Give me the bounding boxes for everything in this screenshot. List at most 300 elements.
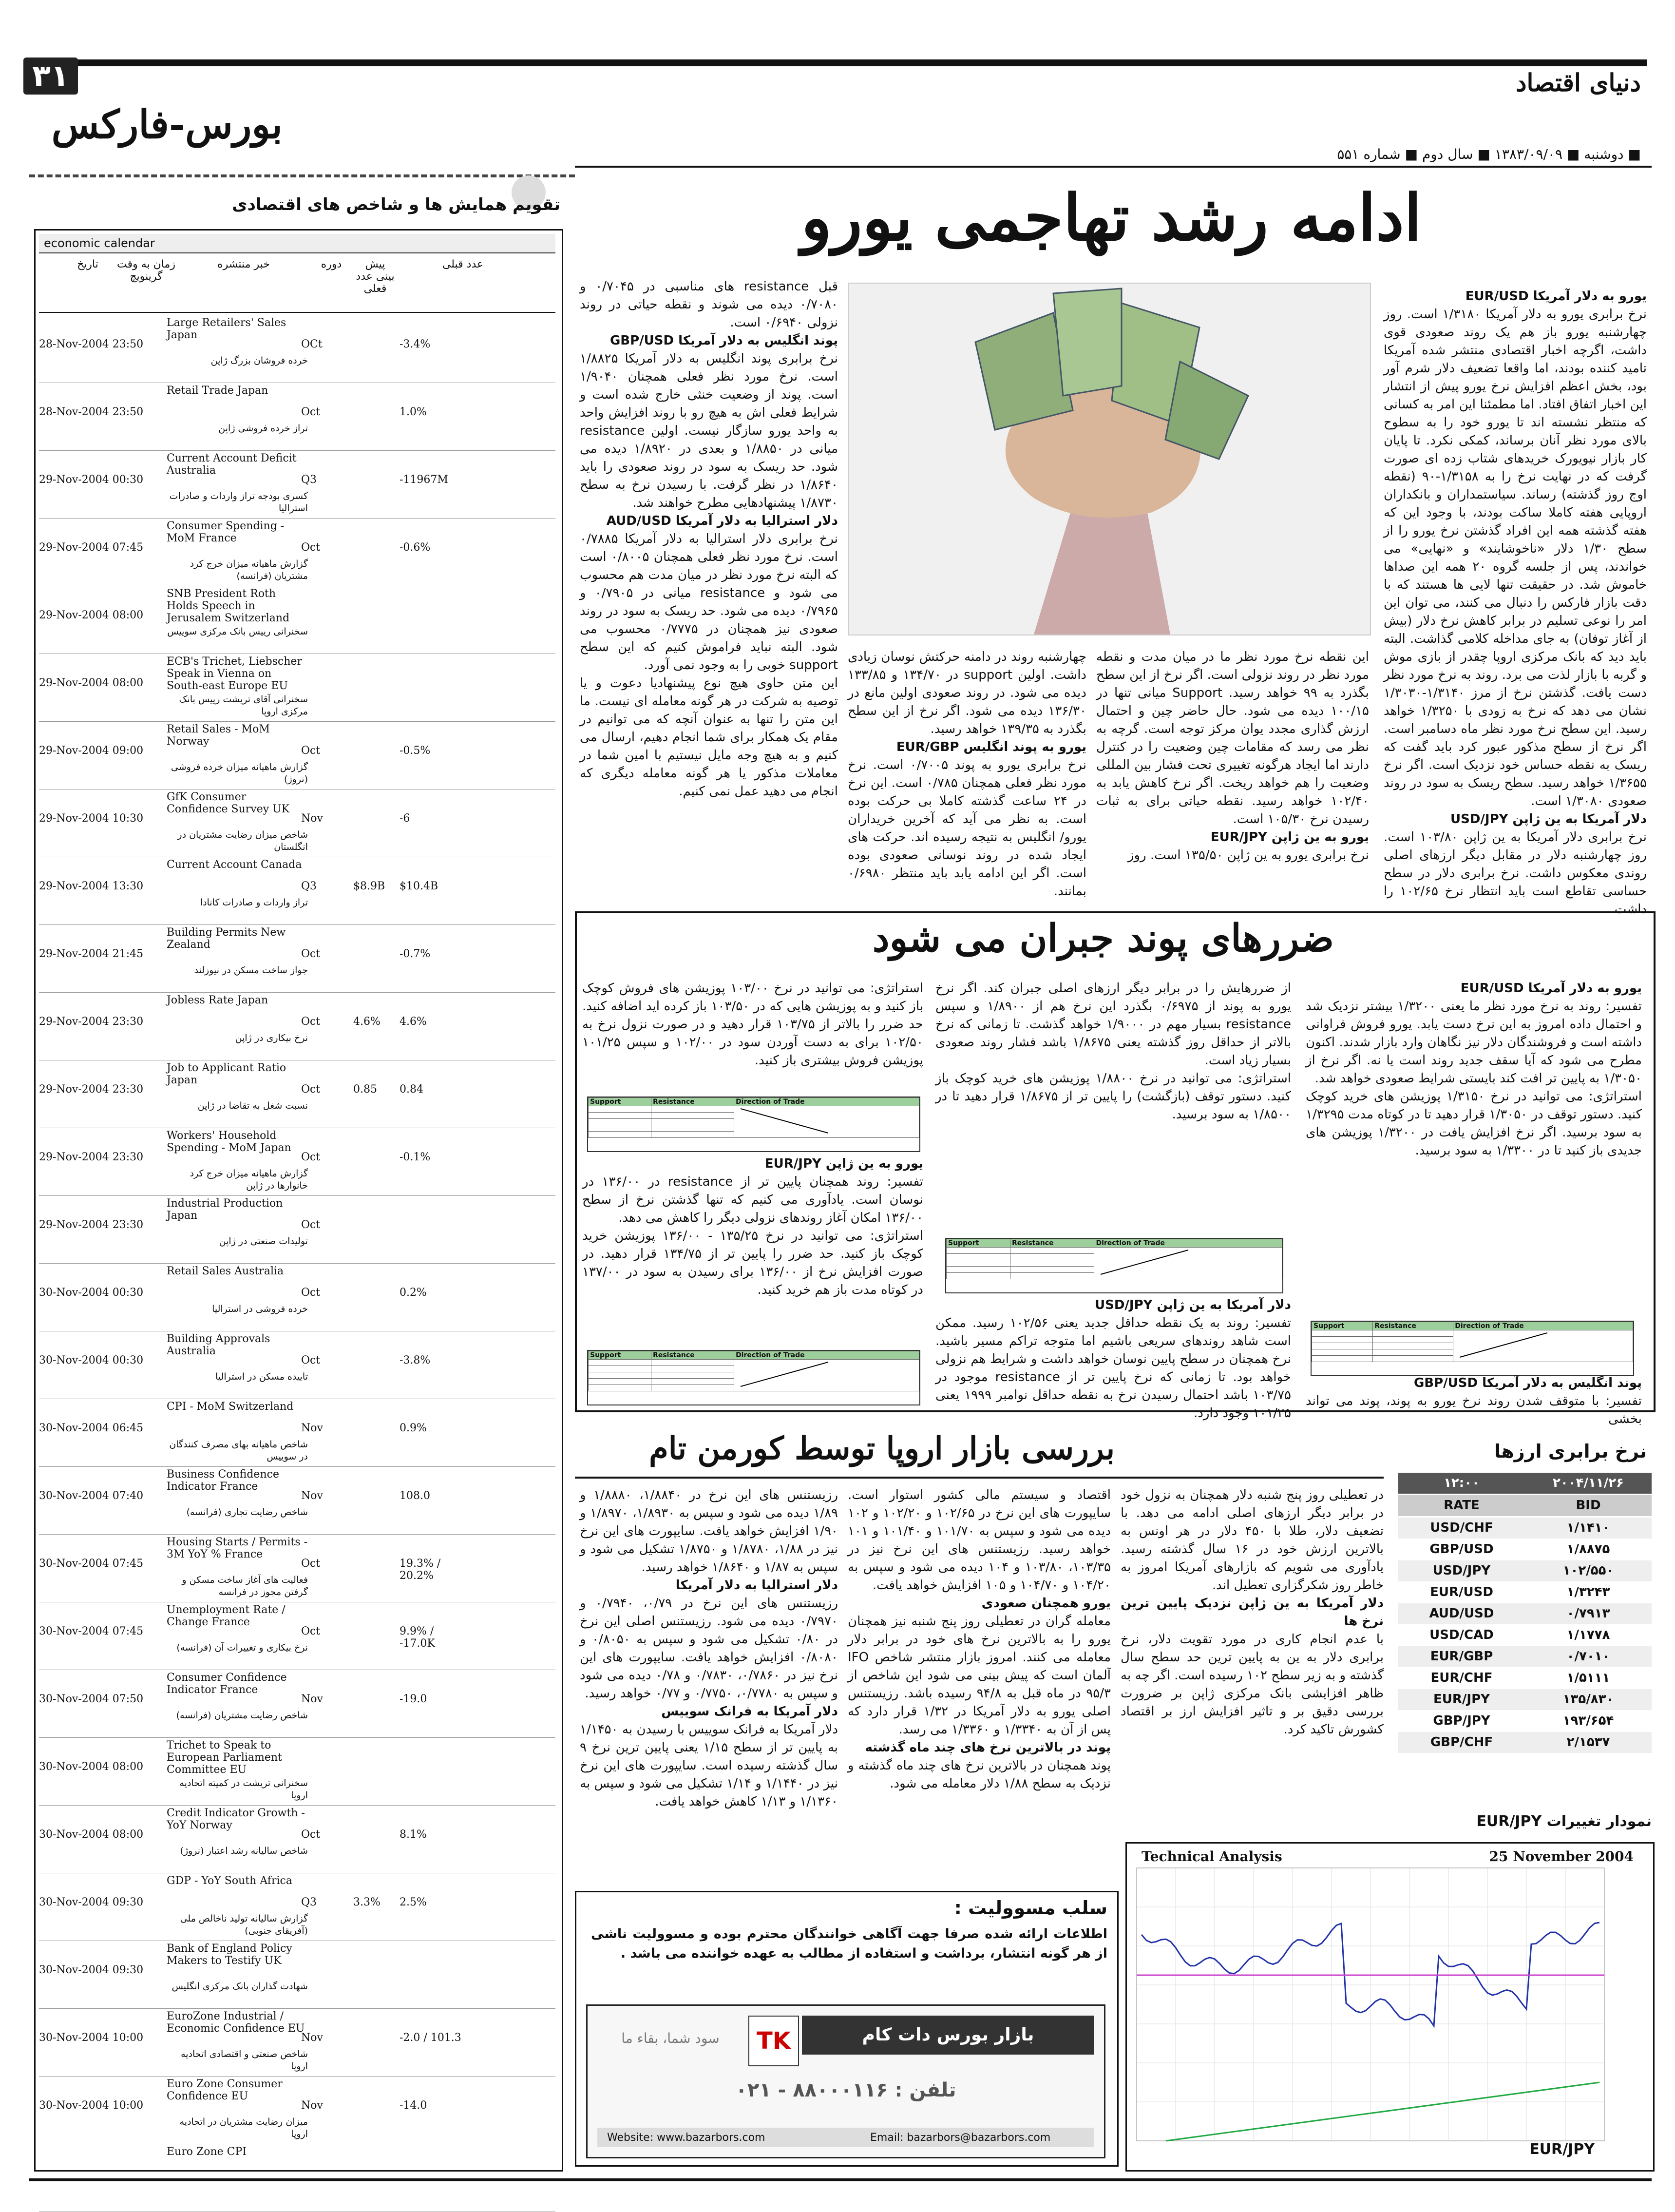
calendar-news-fa: گزارش سالیانه تولید ناخالص ملی (آفریقای جنوبی) (180, 1913, 308, 1936)
europe-rule (575, 1477, 1384, 1479)
calendar-news-fa: نرخ بیکاری و تغییرات آن (فرانسه) (176, 1642, 308, 1653)
rate-bid: ۲/۱۵۳۷ (1566, 1735, 1610, 1750)
rate-bid: ۱/۱۷۷۸ (1566, 1628, 1610, 1642)
calendar-news-fa: شاخص میزان رضایت مشتریان در انگلستان (177, 829, 308, 852)
calendar-period: Oct (301, 745, 321, 757)
europe-c3-title-2: دلار آمریکا به فرانک سوییس (661, 1704, 838, 1719)
rate-row (1398, 1539, 1652, 1560)
calendar-prev: 1.0% (400, 406, 427, 418)
calendar-date: 29-Nov-2004 23:30 (39, 1016, 144, 1028)
disclaimer-text: اطلاعات ارائه شده صرفا جهت آگاهی خوانندگان محترم بوده و مسوولیت ناشی از هر گونه انتشار، برداشت و استفاده از مطالب به عهده خواننده می باشد . (591, 1926, 1107, 1961)
calendar-prev: 2.5% (400, 1896, 427, 1908)
masthead-bar (29, 59, 1647, 66)
col-news: خبر منتشره (217, 258, 270, 270)
eurjpy-chart (1125, 1842, 1655, 2172)
pound-c2-text2: تفسیر: روند به یک نقطه حداقل جدید یعنی ۱۰۲/۵۶ رسید. ممکن است شاهد روندهای سریعی باشیم اما متوجه تراکم مسیر باشید. نرخ همچنان در سطح پایین نوسان خواهد داشت و شرایط هم نزولی خواهد بود. تا زمانی که نرخ پایین تر از resistance موجود در ۱۰۳/۷۵ باشد احتمال رسیدن نرخ به نقطه حداقل نوامبر ۱۹۹۹ یعنی ۱۰۱/۲۵ وجود دارد. (935, 1316, 1292, 1421)
calendar-period: Oct (301, 1354, 321, 1366)
calendar-period: Oct (301, 1625, 321, 1637)
calendar-news: Industrial Production Japan (167, 1197, 283, 1222)
pound-c3-strategy: استراتژی: می توانید در نرخ ۱۰۳/۰۰ پوزیشن های فروش کوچک باز کنید و به پوزیشن هایی که در ۱۰۳/۵۰ باز کرده اید اضافه کنید. حد ضرر را بالاتر از ۱۰۳/۷۵ قرار دهید و در صورت نزول نرخ به ۱۰۲/۵۰ برای به دست آوردن سود در ۱۰۲/۰۰ و سپس ۱۰۱/۲۵ پوزیشن فروش بیشتری باز کنید. (582, 981, 924, 1068)
calendar-period: Nov (301, 812, 323, 825)
rate-row (1398, 1668, 1652, 1689)
calendar-date: 29-Nov-2004 13:30 (39, 880, 144, 892)
calendar-separator (39, 1195, 555, 1196)
calendar-date: 29-Nov-2004 09:00 (39, 745, 144, 757)
calendar-news: Building Permits New Zealand (167, 926, 286, 951)
article-column-3 (848, 648, 1087, 899)
calendar-news: Jobless Rate Japan (167, 994, 268, 1006)
calendar-news: Retail Sales Australia (167, 1265, 284, 1277)
calendar-row (39, 1672, 555, 1736)
col4-subtitle-3: دلار استرالیا به دلار آمریکا AUD/USD (606, 514, 838, 528)
calendar-banner-text: economic calendar (44, 236, 155, 250)
calendar-news-fa: شاخص رضایت تجاری (فرانسه) (186, 1507, 308, 1518)
calendar-forecast: 0.85 (353, 1083, 377, 1096)
rate-bid: ۱۳۵/۸۳۰ (1562, 1692, 1614, 1707)
calendar-row (39, 2010, 555, 2075)
calendar-date: 29-Nov-2004 00:30 (39, 474, 144, 486)
calendar-period: Nov (301, 1693, 323, 1705)
europe-c3-title: دلار استرالیا به دلار آمریکا (675, 1578, 838, 1593)
calendar-date: 29-Nov-2004 23:30 (39, 1219, 144, 1231)
calendar-period: Oct (301, 1083, 321, 1096)
col1-subtitle-2: دلار آمریکا به ین ژاپن USD/JPY (1450, 812, 1647, 827)
calendar-row (39, 1875, 555, 1940)
pound-column-2b (935, 1296, 1292, 1421)
col3-text: چهارشنبه روند در دامنه حرکتش نوسان زیادی داشت. اولین support در ۱۳۴/۷۰ و ۱۳۳/۸۵ دیده می شود. در روند صعودی اولین مانع در ۱۳۶/۳۰ دیده می شود. اگر نرخ از این سطح بگذرد به ۱۳۹/۳۵ خواهد رسید. (848, 650, 1086, 736)
pound-column-3b (582, 1155, 923, 1345)
calendar-prev: -0.7% (400, 948, 431, 960)
rate-row (1398, 1518, 1652, 1539)
pound-c1-text2: تفسیر: با متوقف شدن روند نرخ یورو به پوند، پوند می تواند بخشی (1306, 1394, 1642, 1426)
calendar-separator (39, 1534, 555, 1535)
calendar-date: 30-Nov-2004 07:50 (39, 1693, 144, 1705)
ad-website[interactable]: Website: www.bazarbors.com (607, 2132, 765, 2144)
calendar-prev: 108.0 (400, 1490, 430, 1502)
pound-column-1 (1306, 980, 1642, 1321)
calendar-news-fa: کسری بودجه تراز واردات و صادرات استرالیا (169, 491, 308, 514)
ad-email[interactable]: Email: bazarbors@bazarbors.com (870, 2132, 1051, 2144)
col4-subtitle-2: پوند انگلیس به دلار آمریکا GBP/USD (609, 333, 838, 348)
calendar-news-fa: گزارش ماهیانه میزان خرده فروشی (نروژ) (171, 762, 308, 785)
calendar-date: 30-Nov-2004 07:45 (39, 1558, 144, 1570)
europe-c1-title: دلار آمریکا به ین ژاپن نزدیک پایین ترین نرخ ها (1121, 1596, 1384, 1629)
calendar-period: OCt (301, 338, 323, 350)
calendar-row (39, 317, 555, 382)
calendar-news-fa: تولیدات صنعتی در ژاپن (219, 1236, 308, 1247)
calendar-date: 30-Nov-2004 10:00 (39, 2032, 144, 2044)
rates-header-row (1398, 1495, 1652, 1516)
calendar-prev: 19.3% / 20.2% (400, 1558, 441, 1582)
calendar-prev: -14.0 (400, 2099, 427, 2112)
calendar-news-fa: گزارش ماهیانه میزان خرج کرد خانوارها در ژاپن (190, 1168, 308, 1191)
calendar-news: Housing Starts / Permits - 3M YoY % France (167, 1536, 308, 1560)
pound-c3-text2: تفسیر: روند همچنان پایین تر از resistance در ۱۳۶/۰۰ در نوسان است. یادآوری می کنیم که تنها گذشتن نرخ از سطح ۱۳۶/۰۰ امکان آغاز روندهای نزولی دیگر را کاهش می دهد. (582, 1174, 923, 1225)
calendar-separator (39, 2076, 555, 2077)
col3-subtitle-2: یورو به پوند انگلیس EUR/GBP (896, 740, 1086, 754)
calendar-news: Unemployment Rate / Change France (167, 1604, 286, 1628)
calendar-prev: -11967M (400, 474, 448, 486)
calendar-news-fa: شاخص رضایت مشتریان (فرانسه) (176, 1710, 308, 1721)
europe-headline: بررسی بازار اروپا توسط کورمن تام (649, 1430, 1115, 1467)
calendar-row (39, 588, 555, 653)
calendar-date: 30-Nov-2004 09:30 (39, 1964, 144, 1976)
exchange-rates-box (1398, 1438, 1652, 1798)
pound-c3-mini-table (587, 1096, 920, 1152)
calendar-prev: -3.8% (400, 1354, 431, 1366)
pound-c3-strategy2: استراتژی: می توانید در نرخ ۱۳۵/۲۵ - ۱۳۶/۰۰ پوزیشن خرید کوچک باز کنید. حد ضرر را پایین تر از ۱۳۴/۷۵ قرار دهید. در صورت افزایش نرخ از ۱۳۶/۰۰ برای رسیدن به سود در ۱۳۷/۰۰ در کوتاه مدت باز هم خرید کنید. (582, 1229, 924, 1297)
calendar-prev: 4.6% (400, 1016, 427, 1028)
mini4-header-support: Support (589, 1351, 651, 1360)
europe-c2-text: اقتصاد و سیستم مالی کشور استوار است. سایپورت های این نرخ در ۱۰۲/۶۵ و ۱۰۲/۲۰ و ۱۰۲ دیده می شود و سپس به ۱۰۱/۷۰ و ۱۰۱/۴۰ و ۱۰۱ خواهد رسید. رزیستنس های این نرخ نیز در ۱۰۳/۳۵، ۱۰۳/۸۰ و ۱۰۴ دیده می شود و سپس به ۱۰۴/۲۰ و ۱۰۴/۷۰ و ۱۰۵ افزایش خواهد یافت. (848, 1488, 1111, 1593)
calendar-separator (39, 924, 555, 925)
europe-column-1 (1121, 1486, 1384, 1866)
calendar-separator (39, 450, 555, 451)
calendar-date: 29-Nov-2004 07:45 (39, 541, 144, 554)
calendar-news-fa: تاییده مسکن در استرالیا (215, 1371, 308, 1382)
calendar-date: 30-Nov-2004 08:00 (39, 1761, 144, 1773)
calendar-news: Consumer Confidence Indicator France (167, 1672, 287, 1696)
calendar-news-fa: شاخص ماهیانه بهای مصرف کنندگان در سوییس (169, 1439, 308, 1462)
rate-pair: EUR/GBP (1430, 1649, 1493, 1664)
mini-header-resistance: Resistance (1373, 1322, 1453, 1330)
calendar-forecast: 4.6% (353, 1016, 381, 1028)
main-headline: ادامه رشد تهاجمی یورو (801, 180, 1422, 255)
calendar-news: Job to Applicant Ratio Japan (167, 1062, 286, 1086)
rate-bid: ۰/۷۹۱۳ (1566, 1606, 1610, 1621)
calendar-row (39, 1062, 555, 1127)
rate-row (1398, 1560, 1652, 1581)
pound-column-3 (582, 980, 923, 1087)
calendar-news: Bank of England Policy Makers to Testify UK (167, 1943, 292, 1967)
article-column-2 (1096, 648, 1369, 892)
calendar-prev: 0.9% (400, 1422, 427, 1434)
calendar-prev: -0.6% (400, 541, 431, 554)
calendar-period: Oct (301, 1016, 321, 1028)
calendar-prev: -2.0 / 101.3 (400, 2032, 461, 2044)
calendar-period: Q3 (301, 474, 317, 486)
col-period: دوره (321, 258, 342, 270)
europe-c2-title-2: پوند در بالاترین نرخ های چند ماه گذشته (865, 1740, 1111, 1755)
calendar-news-fa: گزارش ماهیانه میزان خرج کرد مشتریان (فرانسه) (190, 558, 308, 581)
calendar-news-fa: نسبت شغل به تقاضا در ژاپن (197, 1100, 308, 1111)
calendar-period: Oct (301, 1219, 321, 1231)
calendar-news: Retail Trade Japan (167, 385, 268, 397)
calendar-prev: 8.1% (400, 1828, 427, 1841)
rate-pair: EUR/JPY (1433, 1692, 1490, 1707)
pound-c2-mini-table (945, 1238, 1283, 1293)
calendar-date: 30-Nov-2004 06:45 (39, 1422, 144, 1434)
calendar-news-fa: فعالیت های آغاز ساخت مسکن و گرفتن مجوز در فرانسه (182, 1575, 308, 1597)
europe-c2-text-2: معامله گران در تعطیلی روز پنج شنبه نیز همچنان یورو را به بالاترین نرخ های خود در برابر دلار معامله می کنند. امروز بازار منتشر شاخص IFO آلمان است که پیش بینی می شود این شاخص از ۹۵/۳ در ماه قبل به ۹۴/۸ رسیده باشد. رزیستنس اصلی یورو به دلار آمریکا در ۱/۳۲ قرار دارد که پس از آن به ۱/۳۳۴۰ و ۱/۳۳۶۰ می رسد. (848, 1614, 1111, 1737)
calendar-date: 29-Nov-2004 08:00 (39, 609, 144, 621)
col2-subtitle-2: یورو به ین ژاپن EUR/JPY (1210, 830, 1369, 845)
col4-text-2: نرخ برابری پوند انگلیس به دلار آمریکا ۱/۸۸۲۵ است. نرخ مورد نظر فعلی همچنان ۱/۹۰۴۰ است. پوند از وضعیت خنثی خارج شده است و شرایط فعلی اش به هیچ رو با روند افزایش واحد به واحد یورو سازگار نیست. اولین resistance میانی در ۱/۸۸۵۰ و بعدی در ۱/۸۹۲۰ دیده می شود. حد ریسک به سود در روند صعودی را باید ۱/۸۶۴۰ در نظر گرفت. با رسیدن نرخ به سطح ۱/۸۷۳۰ پیشنهادهایی مطرح خواهند شد. (580, 351, 838, 510)
pound-c1-mini-table (1311, 1321, 1634, 1376)
calendar-row (39, 1333, 555, 1398)
calendar-news: Current Account Deficit Australia (167, 452, 297, 477)
chart-title-right: 25 November 2004 (1489, 1848, 1634, 1865)
calendar-prev: $10.4B (400, 880, 438, 892)
rate-bid: ۱۹۳/۶۵۴ (1562, 1713, 1614, 1728)
calendar-separator (39, 1466, 555, 1467)
rates-date: ۲۰۰۴/۱۱/۲۶ (1553, 1476, 1624, 1490)
calendar-period: Q3 (301, 880, 317, 892)
rate-pair: USD/CAD (1429, 1628, 1494, 1642)
calendar-row (39, 994, 555, 1059)
chart-plot (1137, 1868, 1643, 2160)
pound-headline: ضررهای پوند جبران می شود (872, 916, 1334, 961)
disclaimer-box (575, 1891, 1119, 2167)
calendar-separator (39, 721, 555, 722)
calendar-row (39, 452, 555, 517)
rates-col-rate: RATE (1444, 1498, 1480, 1513)
rate-row (1398, 1689, 1652, 1710)
calendar-column-headers (39, 253, 555, 313)
calendar-separator (39, 2008, 555, 2009)
pound-column-1b (1306, 1374, 1642, 1426)
pound-c3-mini-table-2 (587, 1350, 920, 1405)
calendar-prev: -19.0 (400, 1693, 427, 1705)
rates-col-bid: BID (1576, 1498, 1601, 1513)
calendar-forecast: 3.3% (353, 1896, 381, 1908)
rate-pair: USD/JPY (1432, 1563, 1491, 1578)
calendar-forecast: $8.9B (353, 880, 385, 892)
mini2-header-resistance: Resistance (1010, 1239, 1094, 1248)
calendar-row (39, 385, 555, 449)
calendar-news-fa: تراز خرده فروشی ژاپن (218, 423, 308, 434)
calendar-date: 30-Nov-2004 00:30 (39, 1354, 144, 1366)
rate-row (1398, 1646, 1652, 1667)
calendar-row (39, 2078, 555, 2143)
calendar-news: GDP - YoY South Africa (167, 1875, 292, 1887)
calendar-row (39, 1807, 555, 1872)
mini2-header-direction: Direction of Trade (1094, 1239, 1282, 1248)
rates-date-row (1398, 1473, 1652, 1494)
ad-box (586, 2004, 1105, 2158)
rate-bid: ۱/۱۴۱۰ (1566, 1520, 1610, 1535)
rate-bid: ۱/۳۲۴۳ (1566, 1585, 1610, 1599)
europe-c2-text-3: پوند همچنان در بالاترین نرخ های چند ماه گذشته و نزدیک به سطح ۱/۸۸ دلار معامله می شود. (848, 1758, 1111, 1791)
europe-c1-text-2: با عدم انجام کاری در مورد تقویت دلار، نرخ برابری دلار به ین به پایین ترین حد سطح سال گذشته و به زیر سطح ۱۰۲ رسیده است. اگر چه به ظاهر افزایشی بانک مرکزی ژاپن بر ضرورت بررسی دقیق بر و تاثیر افزایش ارز بر اقتصاد کشورش تاکید کرد. (1121, 1632, 1384, 1737)
calendar-news-fa: تراز واردات و صادرات کانادا (200, 897, 308, 908)
rate-bid: ۱/۸۸۷۵ (1566, 1542, 1610, 1557)
calendar-row (39, 1468, 555, 1533)
mini3-header-resistance: Resistance (651, 1098, 734, 1106)
calendar-date: 29-Nov-2004 23:30 (39, 1151, 144, 1163)
chart-caption: نمودار تغییرات EUR/JPY (1476, 1813, 1652, 1830)
calendar-row (39, 1401, 555, 1465)
calendar-period: Oct (301, 1828, 321, 1841)
rate-pair: GBP/JPY (1433, 1713, 1490, 1728)
calendar-news: EuroZone Industrial / Economic Confidence EU (167, 2010, 305, 2035)
newspaper-logo: دنیای اقتصاد (1516, 68, 1641, 97)
pound-c2-title2: دلار آمریکا به ین ژاپن USD/JPY (1095, 1298, 1291, 1312)
calendar-prev: -6 (400, 812, 410, 825)
calendar-row (39, 859, 555, 923)
calendar-row (39, 723, 555, 788)
rate-row (1398, 1582, 1652, 1603)
calendar-date: 29-Nov-2004 08:00 (39, 677, 144, 689)
article-column-4 (580, 278, 838, 892)
calendar-date: 29-Nov-2004 21:45 (39, 948, 144, 960)
pound-c1-title2: پوند انگلیس به دلار آمریکا GBP/USD (1413, 1376, 1642, 1390)
calendar-date: 29-Nov-2004 23:30 (39, 1083, 144, 1096)
europe-column-2 (848, 1486, 1111, 1876)
calendar-date: 29-Nov-2004 10:30 (39, 812, 144, 825)
calendar-news: Retail Sales - MoM Norway (167, 723, 270, 748)
rate-pair: USD/CHF (1430, 1520, 1493, 1535)
calendar-news: CPI - MoM Switzerland (167, 1401, 294, 1413)
rates-title: نرخ برابری ارزها (1494, 1441, 1647, 1462)
calendar-news-fa: شاخص صنعتی و اقتصادی اتحادیه اروپا (181, 2049, 308, 2072)
calendar-row (39, 655, 555, 720)
left-dashed-rule (29, 174, 575, 177)
calendar-period: Oct (301, 1287, 321, 1299)
pound-c1-text: تفسیر: روند به نرخ مورد نظر ما یعنی ۱/۳۲۰۰ بیشتر نزدیک شد و احتمال داده امروز به این نرخ دست یابد. یورو فروش فراوانی داشته است و فروشندگان دلار نیز نگاهان وارد بازار شدند. اکنون مطرح می شود که آیا سقف جدید روند است یا نه. اگر نرخ از ۱/۳۰۵۰ به پایین تر افت کند بایستی شرایط صعودی خواهد شد. (1306, 999, 1642, 1086)
calendar-prev: -3.4% (400, 338, 431, 350)
rate-row (1398, 1732, 1652, 1753)
calendar-news-fa: شاخص سالیانه رشد اعتبار (نروژ) (180, 1846, 308, 1856)
calendar-separator (39, 1737, 555, 1738)
calendar-news: Building Approvals Australia (167, 1333, 270, 1357)
rate-row (1398, 1603, 1652, 1624)
mini-header-direction: Direction of Trade (1453, 1322, 1633, 1330)
page-number: ۳۱ (23, 58, 78, 95)
section-title: بورس-فارکس (51, 101, 283, 147)
calendar-news-fa: سخنرانی تریشت در کمیته اتحادیه اروپا (179, 1778, 308, 1801)
col4-text-3: نرخ برابری دلار استرالیا به دلار آمریکا ۰/۷۸۸۵ است. نرخ مورد نظر فعلی همچنان ۰/۸۰۰۵ است که البته نرخ مورد نظر در میان مدت هم محسوب می شود و resistance میانی در ۰/۷۹۰۵ و ۰/۷۹۶۵ دیده می شود. حد ریسک به سود در روند صعودی نیز همچنان در ۰/۷۷۷۵ محسوب می شود. البته نباید فراموش کنیم که این سطح support خوبی را به وجود نمی آورد. (580, 532, 838, 673)
calendar-row (39, 1604, 555, 1669)
calendar-news: SNB President Roth Holds Speech in Jerusalem Switzerland (167, 588, 290, 624)
calendar-date: 30-Nov-2004 07:45 (39, 1625, 144, 1637)
rate-pair: EUR/CHF (1430, 1671, 1493, 1685)
ad-phone: تلفن : ۸۸۰۰۰۱۱۶ - ۰۲۱ (735, 2079, 956, 2101)
mini-header-support: Support (1312, 1322, 1373, 1330)
mini4-header-direction: Direction of Trade (734, 1351, 919, 1360)
calendar-row (39, 520, 555, 585)
europe-c3-text: رزیستنس های این نرخ در ۱/۸۸۴۰، ۱/۸۸۸۰ و ۱/۸۹ دیده می شود و سپس به ۱/۸۹۳۰، ۱/۸۹۷۰ و ۱/۹۰ افزایش خواهد یافت. سایپورت های این نرخ نیز در ۱/۸۸، ۱/۸۷۸۰ و ۱/۸۷۵۰ تشکیل می شود و سپس به ۱/۸۷ و ۱/۸۶۴۰ خواهد رسید. (580, 1488, 838, 1575)
calendar-news-fa: سخنرانی رییس بانک مرکزی سوییس (167, 626, 308, 637)
calendar-row (39, 791, 555, 856)
col4-text: قبل resistance های مناسبی در ۰/۷۰۴۵ و ۰/۷۰۸۰ دیده می شوند و نقطه حیاتی در روند نزولی ۰/۶۹۴۰ است. (580, 279, 838, 330)
rate-bid: ۱/۵۱۱۱ (1566, 1671, 1610, 1685)
calendar-news: Credit Indicator Growth - YoY Norway (167, 1807, 305, 1831)
calendar-date: 30-Nov-2004 08:00 (39, 1828, 144, 1841)
calendar-row (39, 1536, 555, 1601)
calendar-period: Oct (301, 541, 321, 554)
calendar-separator (39, 1263, 555, 1264)
rates-time: ۱۲:۰۰ (1444, 1476, 1480, 1490)
calendar-period: Oct (301, 1151, 321, 1163)
rate-bid: ۰/۷۰۱۰ (1566, 1649, 1610, 1664)
calendar-news: Business Confidence Indicator France (167, 1468, 279, 1493)
calendar-news: Trichet to Speak to European Parliament Committee EU (167, 1739, 282, 1776)
col2-text-2: نرخ برابری یورو به ین ژاپن ۱۳۵/۵۰ است. روز (1127, 848, 1369, 863)
calendar-date: 30-Nov-2004 07:40 (39, 1490, 144, 1502)
col1-text: نرخ برابری یورو به دلار آمریکا ۱/۳۱۸۰ است. روز چهارشنبه یورو باز هم یک روند صعودی قوی داشت، اگرچه اخبار اقتصادی منتشر شده آمریکا تامید کننده بودند، اما واقعا تضعیف دلار شرم آور بود، بخش اعظم افزایش نرخ یورو پیش از انتشار این اخبار اتفاق افتاد. اما مطمئنا این امر به کسانی که منتظر نشسته اند تا یورو خود را به سطوح بالای مورد نظر آنان برساند، کمکی نکرد. تا پایان کار بازار نیویورک خریدهای شتاب زده ای صورت گرفت که در نهایت نرخ را به ۱/۳۱۵۸-۹۰ (نقطه اوج روز گذشته) رساند. سیاستمداران و بانکداران اروپایی هفته کاملا ساکت بودند، با وجود این که هفته گذشته همه این افراد گذشتن نرخ یورو را از سطح ۱/۳۰ دلار «ناخوشایند» و «نهایی» می خواندند، پس از جلسه گروه ۲۰ همه این صداها خاموش شد. در حقیقت تنها لایی ها هستند که با دقت بازار فارکس را دنبال می کنند، می توان این امر را نوعی تسلیم در برابر کاهش نرخ دلار (بیش از آغاز توفان) به جای مداخله کلامی گذاشت. البته باید دید که بانک مرکزی اروپا چقدر از بازی موش و گربه با بازار لذت می برد. روند به نرخ مورد نظر دست یافت. گذشتن نرخ از مرز ۱/۳۱۴۰-۱/۳۰۳۰ نشان می دهد که نرخ به زودی با ۱/۳۲۵۰ خواهد رسید. این سطح نرخ مورد نظر ماه دسامبر است. اگر نرخ از سطح مذکور عبور کرد باید گفت که ریسک به نقطه حساس خود نزدیک است. اگر نرخ ۱/۳۶۵۵ خواهد رسید. سطح ریسک به سود در روند صعودی ۱/۳۰۸۰ است. (1384, 307, 1647, 808)
rate-pair: GBP/CHF (1430, 1735, 1493, 1750)
calendar-news: Euro Zone Consumer Confidence EU (167, 2078, 283, 2102)
calendar-period: Nov (301, 2099, 323, 2112)
chart-pair-label: EUR/JPY (1529, 2141, 1595, 2158)
calendar-news-fa: خرده فروشان بزرگ ژاپن (210, 355, 308, 366)
pound-c2-strategy: استراتژی: می توانید در نرخ ۱/۸۸۰۰ پوزیشن های خرید کوچک باز کنید. دستور توقف (بازگشت) را پایین تر از ۱/۸۶۷۵ قرار دهید تا در ۱/۸۵۰۰ به سود برسید. (935, 1071, 1291, 1122)
europe-c2-title: یورو همچنان صعودی (981, 1596, 1111, 1611)
calendar-date: 30-Nov-2004 09:30 (39, 1896, 144, 1908)
calendar-date: 30-Nov-2004 00:30 (39, 1287, 144, 1299)
calendar-prev: -0.5% (400, 745, 431, 757)
calendar-news: Euro Zone CPI (167, 2146, 247, 2158)
col-forecast: پیش بینی عدد فعلی (356, 258, 395, 295)
mini3-header-support: Support (589, 1098, 651, 1106)
calendar-row (39, 1197, 555, 1262)
pound-c1-strategy: استراتژی: می توانید در نرخ ۱/۳۱۵۰ پوزیشن های خرید کوچک کنید. دستور توقف در ۱/۳۰۵۰ قرار دهید تا در کوتاه مدت ۱/۳۲۹۵ به سود برسید. اگر نرخ افزایش یافت در ۱/۳۲۰۰ پوزیشن های جدیدی باز کنید تا در ۱/۳۳۰۰ به سود برسید. (1306, 1089, 1642, 1158)
mini2-header-support: Support (947, 1239, 1010, 1248)
article-column-1 (1384, 288, 1647, 917)
calendar-period: Oct (301, 948, 321, 960)
pound-c3-title2: یورو به ین ژاپن EUR/JPY (764, 1156, 923, 1171)
calendar-period: Q3 (301, 1896, 317, 1908)
calendar-news: Consumer Spending - MoM France (167, 520, 285, 544)
col-date: تاریخ (77, 258, 98, 270)
calendar-news: GfK Consumer Confidence Survey UK (167, 791, 290, 815)
rate-pair: AUD/USD (1429, 1606, 1494, 1621)
rate-row (1398, 1625, 1652, 1646)
calendar-news: Workers' Household Spending - MoM Japan (167, 1130, 291, 1154)
col-time: زمان به وقت گرینویچ (117, 258, 175, 283)
col1-subtitle: یورو به دلار آمریکا EUR/USD (1465, 289, 1647, 304)
europe-c1-text: در تعطیلی روز پنج شنبه دلار همچنان به نزول خود در برابر دیگر ارزهای اصلی ادامه می دهد. با تضعیف دلار، طلا با ۴۵۰ دلار در هر اونس به بالاترین ارزش خود در ۱۶ سال گذشته رسید. یادآوری می شویم که بازارهای آمریکا امروز به خاطر روز شکرگزاری تعطیل اند. (1121, 1488, 1384, 1593)
rate-pair: EUR/USD (1430, 1585, 1493, 1599)
rate-row (1398, 1711, 1652, 1731)
europe-column-3 (580, 1486, 838, 1876)
col1-text-2: نرخ برابری دلار آمریکا به ین ژاپن ۱۰۳/۸۰ است. روز چهارشنبه دلار در مقابل دیگر ارزهای اصلی روندی معکوس داشت. نرخ برابری دلار در سطح حساسی تقاطع است باید انتظار نرخ ۱۰۲/۶۵ را داشت. (1384, 830, 1647, 917)
calendar-news-fa: خرده فروشی در استرالیا (212, 1304, 308, 1314)
calendar-news-fa: میزان رضایت مشتریان در اتحادیه اروپا (179, 2116, 308, 2139)
ad-slogan: سود شما، بقاء ما (621, 2030, 720, 2046)
calendar-news-fa: نرخ بیکاری در ژاپن (235, 1033, 308, 1043)
col4-text-4: این متن حاوی هیچ نوع پیشنهادیا دعوت و یا توصیه به شرکت در هر گونه معامله ای نیست. ما این متن را تنها به عنوان آنچه که می توانیم در مقام یک همکار برای شما انجام دهیم، ارسال می کنیم و به هیچ وجه مایل نیستیم با امین شما در معاملات مذکور یا هر گونه معامله دیگری که انجام می دهید عمل نمی کنیم. (580, 676, 838, 799)
calendar-news: Current Account Canada (167, 859, 302, 871)
calendar-period: Nov (301, 2032, 323, 2044)
calendar-prev: 0.2% (400, 1287, 427, 1299)
disclaimer-title: سلب مسوولیت : (954, 1897, 1107, 1919)
mini3-header-direction: Direction of Trade (734, 1098, 919, 1106)
calendar-news-fa: شهادت گذاران بانک مرکزی انگلیس (171, 1981, 308, 1992)
calendar-period: Nov (301, 1422, 323, 1434)
calendar-date: 28-Nov-2004 23:50 (39, 406, 144, 418)
money-fist-photo (848, 283, 1371, 635)
calendar-period: Oct (301, 1558, 321, 1570)
calendar-news: ECB's Trichet, Liebscher Speak in Vienna on South-east Europe EU (167, 655, 303, 692)
dateline: ■ دوشنبه ■ ۱۳۸۳/۰۹/۰۹ ■ سال دوم ■ شماره ۵۵۱ (1337, 146, 1641, 162)
bottom-rule (29, 2178, 1652, 2181)
calendar-prev: 0.84 (400, 1083, 423, 1096)
calendar-title: تقویم همایش ها و شاخص های اقتصادی (232, 195, 560, 214)
calendar-period: Oct (301, 406, 321, 418)
calendar-separator (39, 992, 555, 993)
calendar-row (39, 1130, 555, 1194)
pound-column-2 (935, 980, 1291, 1223)
europe-c3-text-3: دلار آمریکا به فرانک سوییس با رسیدن به ۱/۱۴۵۰ به پایین تر از سطح ۱/۱۵ یعنی پایین ترین نرخ ۹ سال گذشته رسیده است. سایپورت های این نرخ نیز در ۱/۱۴۴۰ و ۱/۱۴ تشکیل می شود و سپس به ۱/۱۳۶۰ و ۱/۱۳ کاهش خواهد یافت. (580, 1722, 838, 1809)
calendar-row (39, 1739, 555, 1804)
col2-text: این نقطه نرخ مورد نظر ما در میان مدت و نقطه مورد نظر در روند نزولی است. اگر نرخ از این سطح بگذرد به ۹۹ خواهد رسید. Support میانی تنها در ۱۰۰/۱۵ دیده می شود. حال حاضر چین و احتمال ارزش گذاری مجدد یوان مرکز توجه است. گرچه به نظر می رسد که مقامات چین وضعیت را در کنترل دارند اما ایجاد هرگونه تغییری تحت فشار بین المللی وضعیت را هم خواهد ریخت. اگر نرخ کاهش یابد به ۱۰۲/۴۰ خواهد رسید. نقطه حیاتی برای به ثبات رسیدن نرخ ۱۰۵/۳۰ است. (1096, 650, 1369, 827)
europe-c3-text-2: رزیستنس های این نرخ در ۰/۷۹، ۰/۷۹۴۰ و ۰/۷۹۷۰ دیده می شود. رزیستنس اصلی این نرخ در ۰/۸۰ تشکیل می شود و سپس به ۰/۸۰۵۰ و ۰/۸۰۸۰ افزایش خواهد یافت. سایپورت های این نرخ نیز در ۰/۷۸۶۰، ۰/۷۸۳۰ و ۰/۷۸ دیده می شود و سپس به ۰/۷۷۸۰، ۰/۷۷۵۰ و ۰/۷۷ خواهد رسید. (580, 1596, 838, 1701)
calendar-news-fa: جواز ساخت مسکن در نیوزلند (194, 965, 308, 976)
tk-logo-icon: TK (748, 2016, 799, 2066)
calendar-date: 28-Nov-2004 23:50 (39, 338, 144, 350)
